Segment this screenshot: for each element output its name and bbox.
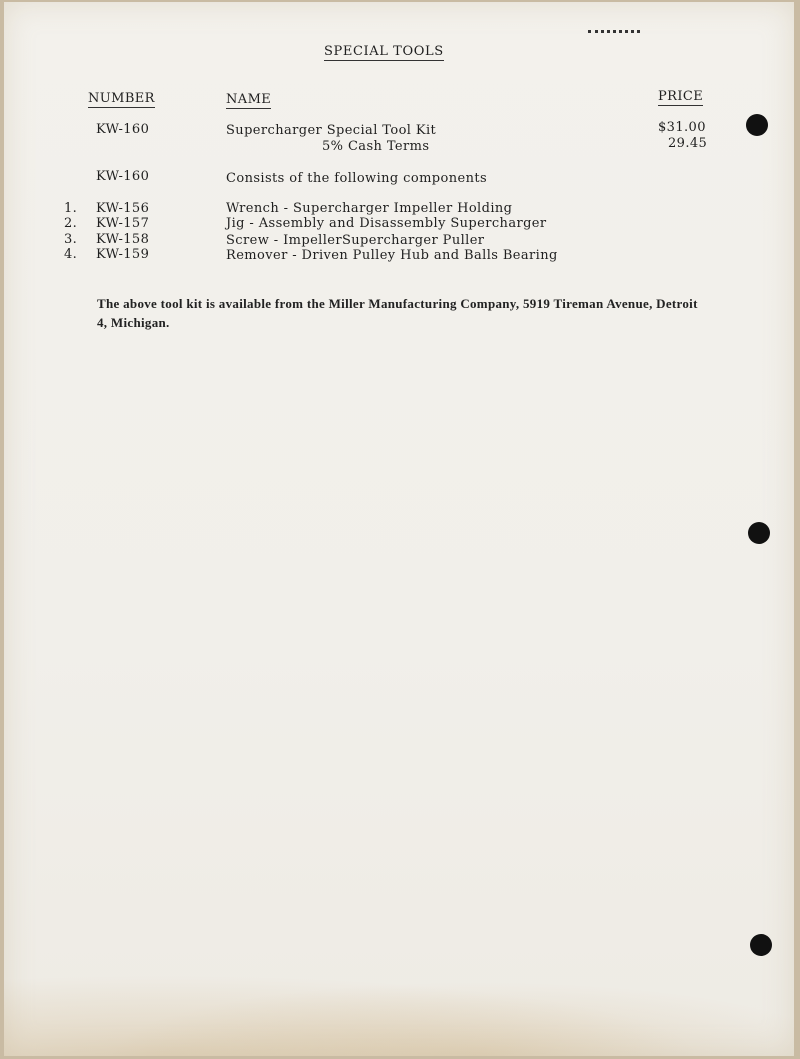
component-index: 2.	[64, 216, 78, 231]
header-number: NUMBER	[88, 91, 155, 106]
kit-number: KW-160	[96, 122, 150, 137]
kit-terms: 5% Cash Terms	[322, 139, 430, 154]
page-title: SPECIAL TOOLS	[324, 44, 444, 59]
document-page	[4, 2, 794, 1056]
component-number: KW-159	[96, 247, 150, 262]
component-name: Wrench - Supercharger Impeller Holding	[226, 201, 513, 216]
pen-mark	[588, 30, 640, 37]
component-name: Jig - Assembly and Disassembly Supercharger	[226, 216, 547, 231]
component-name: Remover - Driven Pulley Hub and Balls Bearing	[226, 248, 558, 263]
availability-note: The above tool kit is available from the Miller Manufacturing Company, 5919 Tireman Avenue, Detroit 4, Michigan.	[97, 296, 698, 330]
component-number: KW-158	[96, 232, 150, 247]
consists-text: Consists of the following components	[226, 171, 488, 186]
component-name: Screw - ImpellerSupercharger Puller	[226, 233, 485, 248]
header-price: PRICE	[658, 89, 704, 104]
punch-hole-bottom	[750, 934, 772, 956]
consists-number: KW-160	[96, 169, 150, 184]
kit-terms-price: 29.45	[668, 136, 708, 151]
component-number: KW-157	[96, 216, 150, 231]
punch-hole-middle	[748, 522, 770, 544]
kit-price: $31.00	[658, 120, 706, 135]
kit-name: Supercharger Special Tool Kit	[226, 123, 437, 138]
component-index: 4.	[64, 247, 78, 262]
header-name: NAME	[226, 92, 272, 107]
water-stain	[4, 961, 794, 1056]
component-number: KW-156	[96, 201, 150, 216]
component-index: 3.	[64, 232, 78, 247]
component-index: 1.	[64, 201, 78, 216]
punch-hole-top	[746, 114, 768, 136]
